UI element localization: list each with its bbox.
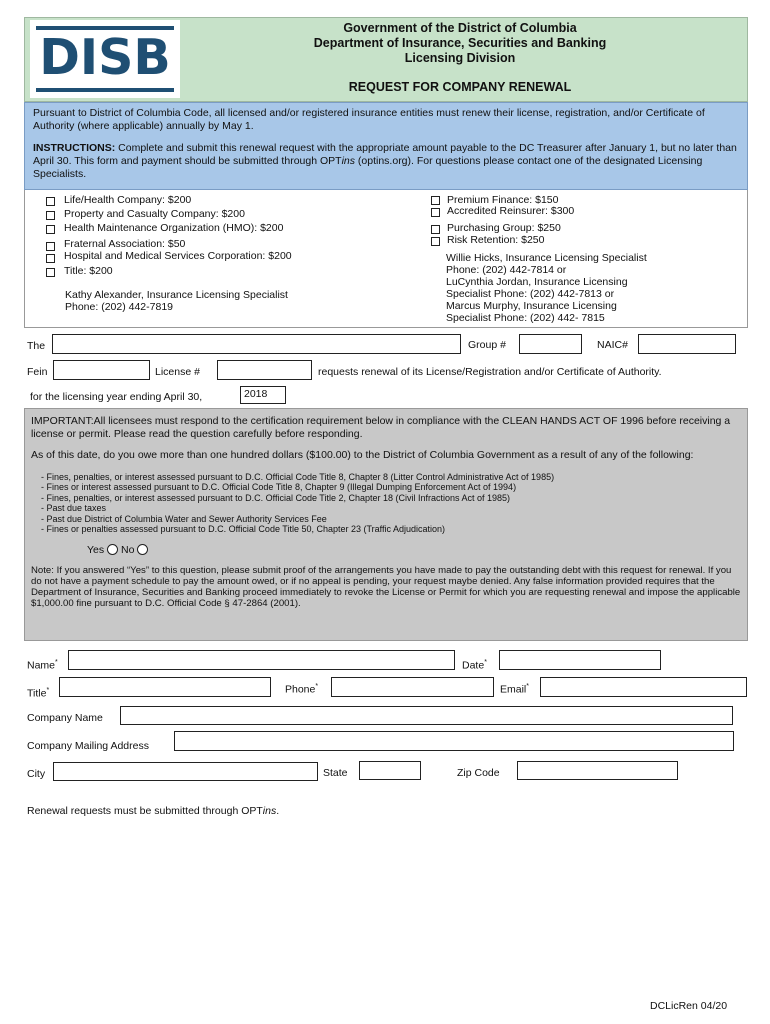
clean-hands-box: [24, 408, 748, 641]
title-label: Title*: [27, 687, 50, 700]
license-number-field[interactable]: [217, 360, 312, 380]
fee-premium-finance: Premium Finance: $150: [447, 194, 559, 206]
checkbox-title[interactable]: [46, 268, 55, 277]
agency-line-3: Licensing Division: [404, 51, 516, 65]
contact-specialists: Willie Hicks, Insurance Licensing Specialist Phone: (202) 442-7814 or LuCynthia Jordan, Insurance Licensing Specialist Phone: (202) 442-7813 or Marcus Murphy, Insurance Licensing Specialist Phone: (202) 442- 7815: [446, 252, 647, 324]
list-item: - Past due District of Columbia Water and Sewer Authority Services Fee: [41, 513, 327, 524]
fein-label: Fein: [27, 366, 48, 378]
clean-hands-question: As of this date, do you owe more than one hundred dollars ($100.00) to the District of Columbia Government as a result of any of the following:: [31, 449, 694, 461]
important-text: IMPORTANT:All licensees must respond to the certification requirement below in compliance with the CLEAN HANDS ACT OF 1996 before receiving a license or permit. Please read the question carefully before responding.: [31, 415, 731, 440]
disb-logo: [30, 20, 180, 98]
checkbox-hmo[interactable]: [46, 225, 55, 234]
checkbox-property-casualty[interactable]: [46, 211, 55, 220]
company-field[interactable]: [52, 334, 461, 354]
state-field[interactable]: [359, 761, 421, 780]
list-item: - Fines, penalties, or interest assessed pursuant to D.C. Official Code Title 8, Chapter 8 (Litter Control Administrative Act of 1985): [41, 471, 555, 482]
licensing-year-field[interactable]: 2018: [240, 386, 286, 404]
phone-field[interactable]: [331, 677, 494, 697]
logo-bottom-bar: [36, 88, 174, 92]
state-label: State: [323, 767, 348, 779]
title-field[interactable]: [59, 677, 271, 697]
fee-accredited-reinsurer: Accredited Reinsurer: $300: [447, 205, 575, 217]
instructions-text: INSTRUCTIONS: Complete and submit this renewal request with the appropriate amount payable to the DC Treasurer after January 1, but no later than April 30. This form and payment should be submitted through OPTins (optins.org). For questions please contact one of the designated Licensing Specialists.: [33, 142, 737, 180]
agency-line-1: Government of the District of Columbia: [343, 21, 577, 35]
name-label: Name*: [27, 659, 58, 672]
checkbox-accredited-reinsurer[interactable]: [431, 208, 440, 217]
debt-list: [41, 472, 741, 535]
group-label: Group #: [468, 339, 506, 351]
checkbox-fraternal[interactable]: [46, 242, 55, 251]
name-field[interactable]: [68, 650, 455, 670]
fee-title: Title: $200: [64, 265, 113, 277]
no-radio[interactable]: [137, 544, 148, 555]
license-label: License #: [155, 366, 200, 378]
phone-label: Phone*: [285, 683, 319, 696]
licensing-year-label: for the licensing year ending April 30,: [30, 391, 203, 403]
checkbox-risk-retention[interactable]: [431, 237, 440, 246]
fee-checklist: [24, 190, 748, 328]
instructions-box: [24, 102, 748, 190]
checkbox-purchasing-group[interactable]: [431, 225, 440, 234]
group-number-field[interactable]: [519, 334, 582, 354]
checkbox-hospital-medical[interactable]: [46, 254, 55, 263]
city-label: City: [27, 768, 46, 780]
fee-property-casualty: Property and Casualty Company: $200: [64, 208, 245, 220]
naic-label: NAIC#: [597, 339, 628, 351]
yes-radio[interactable]: [107, 544, 118, 555]
email-field[interactable]: [540, 677, 747, 697]
intro-text: Pursuant to District of Columbia Code, all licensed and/or registered insurance entities must renew their license, registration, and/or Certificate of Authority (where applicable) annually by May 1.: [33, 107, 705, 132]
checkbox-premium-finance[interactable]: [431, 196, 440, 205]
list-item: - Fines or interest assessed pursuant to D.C. Official Code Title 8, Chapter 9 (Illegal Dumping Enforcement Act of 1994): [41, 482, 517, 492]
checkbox-life-health[interactable]: [46, 197, 55, 206]
zip-label: Zip Code: [457, 767, 500, 779]
requests-text: requests renewal of its License/Registration and/or Certificate of Authority.: [318, 366, 662, 378]
fee-fraternal: Fraternal Association: $50: [64, 238, 186, 250]
the-label: The: [27, 340, 46, 352]
list-item: - Past due taxes: [41, 503, 107, 513]
yes-no-row: [87, 544, 741, 557]
logo-text: DISB: [39, 29, 171, 86]
email-label: Email*: [500, 683, 529, 696]
company-name-label: Company Name: [27, 712, 103, 724]
false-info-note: Note: If you answered “Yes” to this question, please submit proof of the arrangements you have made to pay the outstanding debt with this request for renewal. If you do not have a payment schedule to pay the amount owed, or if no appeal is pending, your request maybe denied. Any false information provided requires that the Department of Insurance, Securities and Banking proceed immediately to revoke the License or Permit for which you are requesting renewal and impose the applicable $1,000.00 fine pursuant to D.C. Official Code § 47-2864 (2001).: [31, 565, 741, 609]
naic-field[interactable]: [638, 334, 736, 354]
date-label: Date*: [462, 659, 487, 672]
contact-kathy: Kathy Alexander, Insurance Licensing Specialist Phone: (202) 442-7819: [65, 289, 288, 313]
fee-purchasing-group: Purchasing Group: $250: [447, 222, 561, 234]
fein-field[interactable]: [53, 360, 150, 380]
form-code: DCLicRen 04/20: [650, 1000, 728, 1012]
form-title: REQUEST FOR COMPANY RENEWAL: [348, 80, 572, 94]
mailing-address-field[interactable]: [174, 731, 734, 751]
fee-hospital-medical: Hospital and Medical Services Corporation: $200: [64, 250, 292, 262]
yes-label: Yes: [87, 543, 105, 556]
fee-life-health: Life/Health Company: $200: [64, 194, 192, 206]
fee-hmo: Health Maintenance Organization (HMO): $200: [64, 222, 284, 234]
agency-line-2: Department of Insurance, Securities and Banking: [313, 36, 607, 50]
city-field[interactable]: [53, 762, 318, 781]
list-item: - Fines, penalties, or interest assessed pursuant to D.C. Official Code Title 2, Chapter 18 (Civil Infractions Act of 1985): [41, 492, 511, 503]
no-label: No: [120, 543, 135, 556]
zip-code-field[interactable]: [517, 761, 678, 780]
date-field[interactable]: [499, 650, 661, 670]
mailing-address-label: Company Mailing Address: [27, 740, 149, 752]
submission-note: Renewal requests must be submitted through OPTins.: [27, 805, 280, 817]
fee-risk-retention: Risk Retention: $250: [447, 234, 545, 246]
list-item: - Fines or penalties assessed pursuant to D.C. Official Code Title 50, Chapter 23 (Traffic Adjudication): [41, 524, 446, 534]
company-name-field[interactable]: [120, 706, 733, 725]
